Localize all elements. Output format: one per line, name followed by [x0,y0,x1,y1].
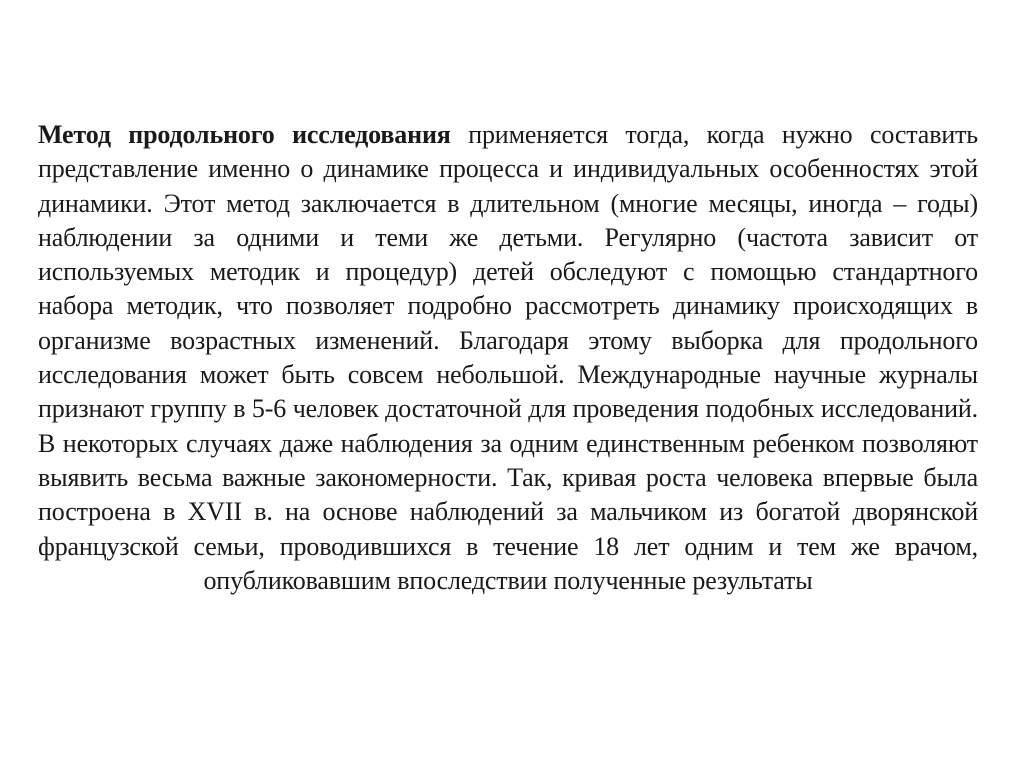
lead-term: Метод продольного исследования [38,120,451,149]
paragraph-body: применяется тогда, когда нужно составить представление именно о динамике процесса и индивидуальных особенностях этой динамики. Этот метод заключается в длительном (многие месяцы, иногда – годы) наблюдении за одними и теми же детьми. Регулярно (частота зависит от используемых методик и процедур) детей обследуют с помощью стандартного набора методик, что позволяет подробно рассмотреть динамику происходящих в организме возрастных изменений. Благодаря этому выборка для продольного исследования может быть совсем небольшой. Международные научные журналы признают группу в 5-6 человек достаточной для проведения подобных исследований. В некоторых случаях даже наблюдения за одним единственным ребенком позволяют выявить весьма важные закономерности. Так, кривая роста человека впервые была построена в XVII в. на основе наблюдений за мальчиком из богатой дворянской французской семьи, проводившихся в течение 18 лет одним и тем же врачом, опубликовавшим впоследствии полученные результаты [38,120,978,595]
paragraph [38,118,978,598]
